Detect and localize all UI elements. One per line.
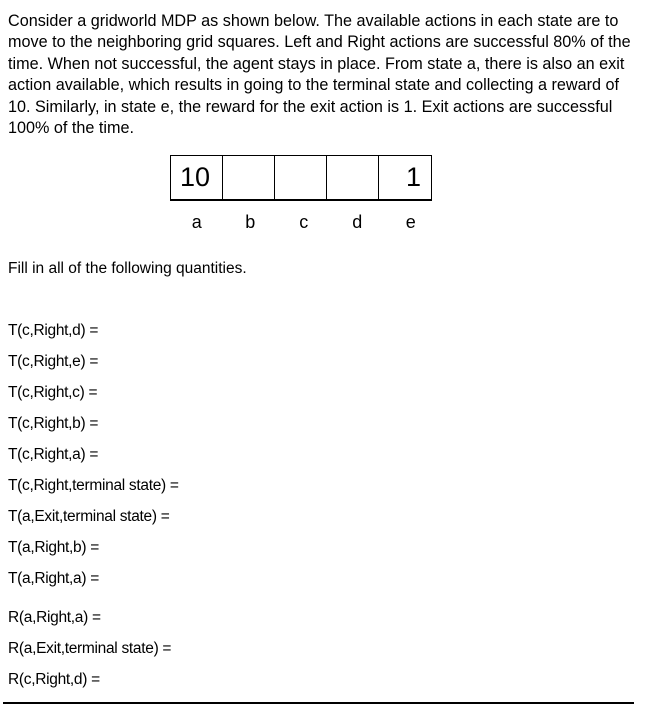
- instruction: Fill in all of the following quantities.: [8, 260, 247, 277]
- transition-question: T(a,Right,b) =: [8, 539, 99, 556]
- divider: [3, 702, 634, 704]
- grid-cell-e: 1: [405, 162, 421, 192]
- transition-question: T(c,Right,a) =: [8, 446, 99, 463]
- state-label: a: [191, 212, 202, 232]
- reward-question: R(a,Exit,terminal state) =: [8, 640, 172, 657]
- transition-question: T(c,Right,terminal state) =: [8, 477, 179, 494]
- transition-question: T(c,Right,d) =: [8, 322, 99, 339]
- transition-question: T(a,Exit,terminal state) =: [8, 508, 170, 525]
- grid-state-labels: [170, 212, 438, 233]
- grid-cell-d: [327, 156, 379, 199]
- state-label: b: [245, 212, 256, 232]
- problem-statement: [8, 11, 638, 139]
- state-label: c: [299, 212, 309, 232]
- state-label: e: [405, 212, 416, 232]
- grid-cell-a: 10: [171, 156, 223, 199]
- transition-question: T(c,Right,b) =: [8, 415, 99, 432]
- transition-question: T(c,Right,e) =: [8, 353, 99, 370]
- grid-cell-c: [275, 156, 327, 199]
- problem-text: Consider a gridworld MDP as shown below. The available actions in each state are to move to the neighboring grid squares. Left and Right actions are successful 80% of the time. When not successful, the agent stays in place. From state a, there is also an exit action available, which results in going to the terminal state and collecting a reward of 10. Similarly, in state e, the reward for the exit action is 1. Exit actions are successful 100% of the time.: [8, 12, 631, 138]
- grid-cell-b: [223, 156, 275, 199]
- state-label: d: [352, 212, 363, 232]
- reward-question: R(c,Right,d) =: [8, 671, 100, 688]
- transition-question: T(c,Right,c) =: [8, 384, 98, 401]
- gridworld: [170, 155, 432, 201]
- transition-question: T(a,Right,a) =: [8, 570, 99, 587]
- reward-question: R(a,Right,a) =: [8, 609, 101, 626]
